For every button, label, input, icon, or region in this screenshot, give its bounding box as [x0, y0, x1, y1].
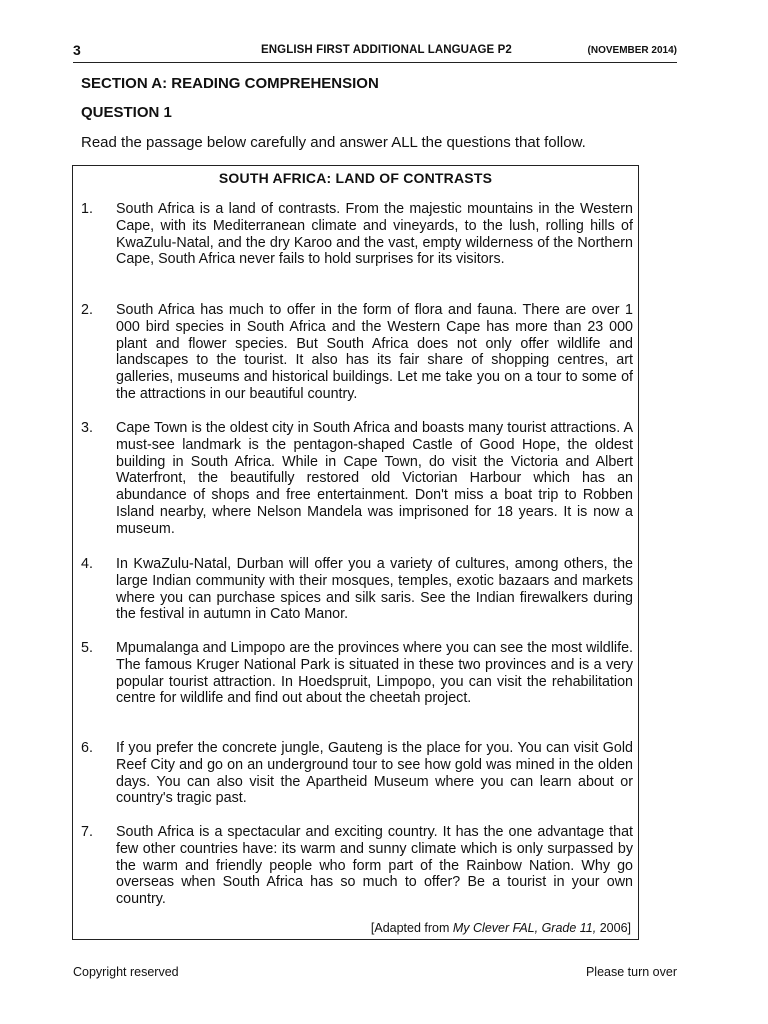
passage-title: SOUTH AFRICA: LAND OF CONTRASTS — [218, 170, 493, 186]
paragraph-number: 1. — [81, 201, 93, 217]
instruction-text: Read the passage below carefully and answer ALL the questions that follow. — [81, 134, 586, 151]
source-prefix: [Adapted from — [370, 921, 453, 935]
passage-paragraph-6 — [81, 740, 633, 807]
paragraph-text: Cape Town is the oldest city in South Africa and boasts many tourist attractions. A must-see landmark is the pentagon-shaped Castle of Good Hope, the oldest building in South Africa. While in Cape Town, do visit the Victoria and Albert Waterfront, the beautifully restored old Victorian Harbour which has an abundance of shops and free entertainment. Don't miss a boat trip to Robben Island nearby, where Nelson Mandela was imprisoned for 18 years. It is now a museum. — [116, 420, 633, 537]
passage-paragraph-2 — [81, 302, 633, 403]
question-title: QUESTION 1 — [81, 104, 172, 121]
paragraph-text: In KwaZulu-Natal, Durban will offer you a variety of cultures, among others, the large Indian community with their mosques, temples, exotic bazaars and markets where you can purchase spices and silk saris. See the Indian firewalkers during the festival in autumn in Cato Manor. — [116, 556, 633, 623]
paper-title: ENGLISH FIRST ADDITIONAL LANGUAGE P2 — [261, 44, 512, 56]
passage-paragraph-7 — [81, 824, 633, 908]
section-title: SECTION A: READING COMPREHENSION — [81, 75, 379, 92]
paragraph-number: 6. — [81, 740, 93, 756]
footer-copyright: Copyright reserved — [73, 965, 179, 979]
paragraph-text: South Africa is a land of contrasts. From the majestic mountains in the Western Cape, with its Mediterranean climate and vineyards, to the lush, rolling hills of KwaZulu-Natal, and the dry Karoo and the vast, empty wilderness of the Northern Cape, South Africa never fails to hold surprises for its visitors. — [116, 201, 633, 268]
source-title: My Clever FAL, Grade 11, — [452, 921, 597, 935]
paragraph-number: 3. — [81, 420, 93, 436]
paper-date: (NOVEMBER 2014) — [587, 45, 677, 56]
paragraph-text: Mpumalanga and Limpopo are the provinces where you can see the most wildlife. The famous Kruger National Park is situated in these two provinces and is a very popular tourist attraction. In Hoedspruit, Limpopo, you can visit the rehabilitation centre for wildlife and find out about the cheetah project. — [116, 640, 633, 707]
passage-paragraph-5 — [81, 640, 633, 707]
paragraph-number: 5. — [81, 640, 93, 656]
page-header — [73, 42, 677, 63]
passage-paragraph-3 — [81, 420, 633, 538]
paragraph-number: 4. — [81, 556, 93, 572]
passage-paragraph-1 — [81, 201, 633, 268]
paragraph-number: 2. — [81, 302, 93, 318]
passage-source — [371, 921, 631, 935]
passage-paragraph-4 — [81, 556, 633, 623]
source-suffix: 2006] — [596, 921, 631, 935]
passage-box — [72, 165, 639, 940]
page-number: 3 — [73, 42, 81, 58]
paragraph-number: 7. — [81, 824, 93, 840]
paragraph-text: If you prefer the concrete jungle, Gauteng is the place for you. You can visit Gold Reef City and go on an underground tour to see how gold was mined in the olden days. You can also visit the Apartheid Museum where you can learn about or country's tragic past. — [116, 740, 633, 807]
footer-turn-over: Please turn over — [585, 965, 677, 979]
paragraph-text: South Africa has much to offer in the form of flora and fauna. There are over 1 000 bird species in South Africa and the Western Cape has more than 23 000 plant and flower species. But South Africa does not only offer wildlife and landscapes to the tourist. It also has its fair share of shopping centres, art galleries, museums and historical buildings. Let me take you on a tour to some of the attractions in our beautiful country. — [116, 302, 633, 402]
paragraph-text: South Africa is a spectacular and exciting country. It has the one advantage that few other countries have: its warm and sunny climate which is only surpassed by the warm and friendly people who form part of the Rainbow Nation. Why go overseas when South Africa has so much to offer? Be a tourist in your own country. — [116, 824, 633, 908]
